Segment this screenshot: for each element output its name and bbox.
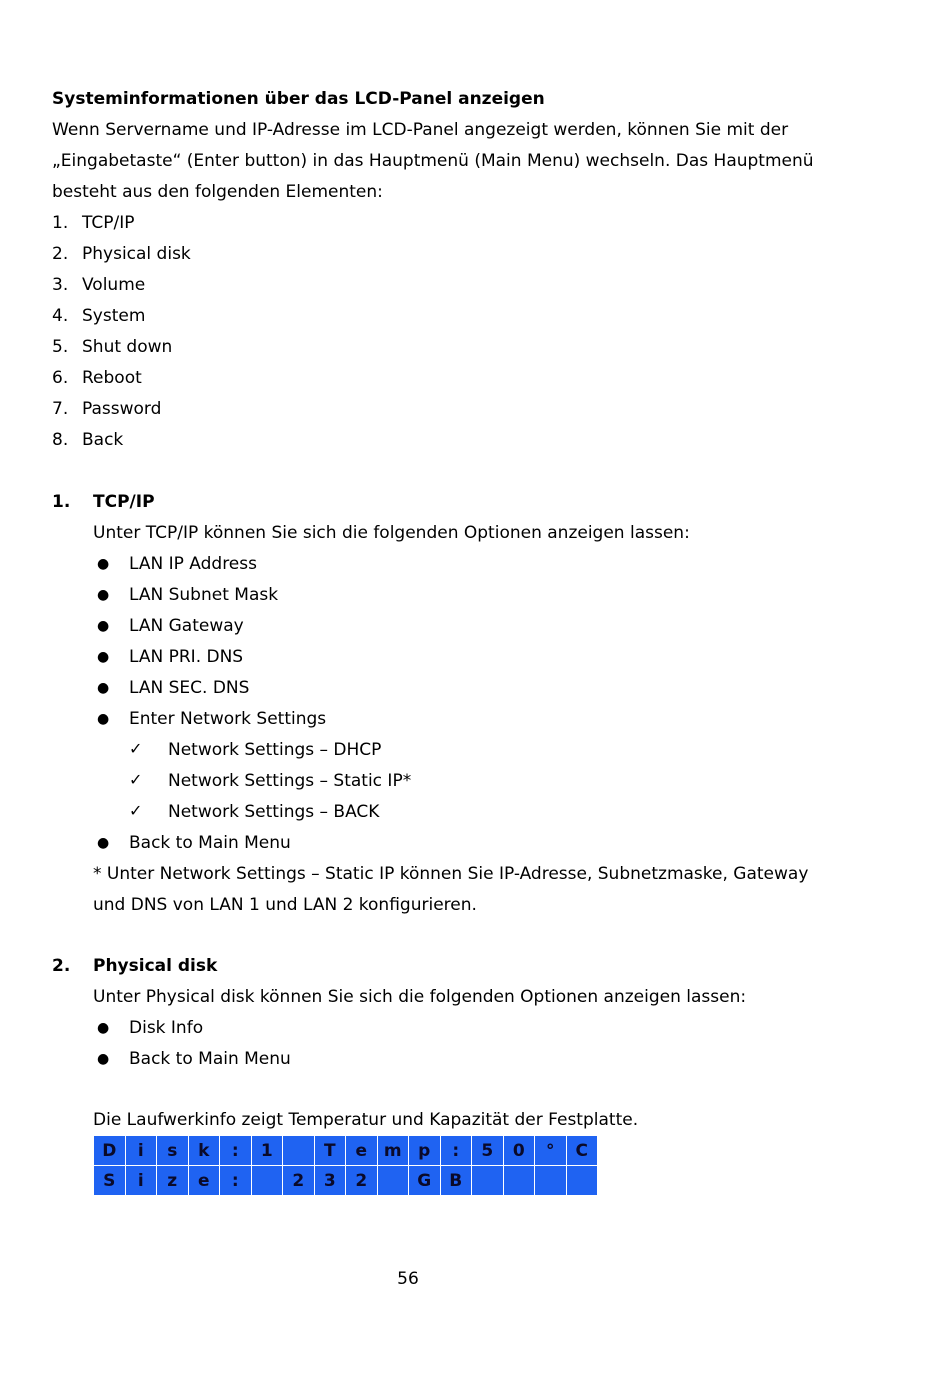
- list-item: Network Settings – BACK: [168, 802, 380, 822]
- lcd-cell: p: [409, 1136, 441, 1166]
- lcd-cell: [503, 1166, 535, 1196]
- section-title: Physical disk: [93, 956, 218, 976]
- list-item-number: 2.: [52, 244, 69, 264]
- page-number: 56: [397, 1269, 419, 1289]
- section-number: 2.: [52, 956, 71, 976]
- lcd-cell: e: [346, 1136, 378, 1166]
- list-item: TCP/IP: [82, 213, 135, 233]
- list-item: LAN Subnet Mask: [129, 585, 279, 605]
- lcd-cell: :: [220, 1166, 252, 1196]
- list-item: LAN Gateway: [129, 616, 244, 636]
- list-item: Disk Info: [129, 1018, 204, 1038]
- lcd-cell: T: [314, 1136, 346, 1166]
- lcd-cell: °: [535, 1136, 567, 1166]
- list-item-number: 5.: [52, 337, 69, 357]
- lcd-cell: m: [377, 1136, 409, 1166]
- lcd-row-2: [94, 1166, 598, 1196]
- lcd-cell: S: [94, 1166, 126, 1196]
- lcd-display: [93, 1135, 598, 1196]
- lcd-cell: 5: [472, 1136, 504, 1166]
- lcd-cell: k: [188, 1136, 220, 1166]
- section-number: 1.: [52, 492, 71, 512]
- bullet-icon: ●: [97, 618, 110, 634]
- lcd-cell: s: [157, 1136, 189, 1166]
- bullet-icon: ●: [97, 556, 110, 572]
- bullet-icon: ●: [97, 1051, 110, 1067]
- lcd-cell: 1: [251, 1136, 283, 1166]
- checkmark-icon: ✓: [129, 770, 143, 789]
- lcd-cell: [535, 1166, 567, 1196]
- page-heading: Systeminformationen über das LCD-Panel anzeigen: [52, 89, 545, 109]
- lcd-cell: D: [94, 1136, 126, 1166]
- section-description: Unter TCP/IP können Sie sich die folgenden Optionen anzeigen lassen:: [93, 523, 690, 543]
- list-item: Network Settings – Static IP*: [168, 771, 412, 791]
- list-item: Password: [82, 399, 162, 419]
- intro-line-1: Wenn Servername und IP-Adresse im LCD-Panel angezeigt werden, können Sie mit der: [52, 120, 789, 140]
- lcd-cell: [377, 1166, 409, 1196]
- lcd-cell: 0: [503, 1136, 535, 1166]
- lcd-cell: [566, 1166, 598, 1196]
- list-item: Shut down: [82, 337, 173, 357]
- lcd-cell: 2: [346, 1166, 378, 1196]
- lcd-cell: z: [157, 1166, 189, 1196]
- list-item: LAN IP Address: [129, 554, 257, 574]
- list-item: Back to Main Menu: [129, 1049, 291, 1069]
- section-description: Unter Physical disk können Sie sich die folgenden Optionen anzeigen lassen:: [93, 987, 747, 1007]
- checkmark-icon: ✓: [129, 739, 143, 758]
- lcd-cell: :: [220, 1136, 252, 1166]
- bullet-icon: ●: [97, 587, 110, 603]
- list-item: Network Settings – DHCP: [168, 740, 382, 760]
- footnote-line-2: und DNS von LAN 1 und LAN 2 konfigurieren.: [93, 895, 477, 915]
- lcd-cell: i: [125, 1136, 157, 1166]
- list-item: Reboot: [82, 368, 142, 388]
- list-item: LAN PRI. DNS: [129, 647, 244, 667]
- lcd-cell: 3: [314, 1166, 346, 1196]
- lcd-cell: [251, 1166, 283, 1196]
- lcd-cell: B: [440, 1166, 472, 1196]
- list-item: Back to Main Menu: [129, 833, 291, 853]
- list-item-number: 1.: [52, 213, 69, 233]
- intro-line-3: besteht aus den folgenden Elementen:: [52, 182, 383, 202]
- bullet-icon: ●: [97, 680, 110, 696]
- lcd-caption: Die Laufwerkinfo zeigt Temperatur und Kapazität der Festplatte.: [93, 1110, 639, 1130]
- bullet-icon: ●: [97, 649, 110, 665]
- list-item: Back: [82, 430, 124, 450]
- lcd-cell: G: [409, 1166, 441, 1196]
- list-item-number: 3.: [52, 275, 69, 295]
- list-item: Enter Network Settings: [129, 709, 327, 729]
- lcd-cell: 2: [283, 1166, 315, 1196]
- list-item: LAN SEC. DNS: [129, 678, 250, 698]
- section-title: TCP/IP: [93, 492, 155, 512]
- bullet-icon: ●: [97, 835, 110, 851]
- list-item: Volume: [82, 275, 146, 295]
- lcd-cell: [472, 1166, 504, 1196]
- list-item-number: 8.: [52, 430, 69, 450]
- list-item: Physical disk: [82, 244, 191, 264]
- lcd-cell: :: [440, 1136, 472, 1166]
- checkmark-icon: ✓: [129, 801, 143, 820]
- intro-line-2: „Eingabetaste“ (Enter button) in das Hauptmenü (Main Menu) wechseln. Das Hauptmenü: [52, 151, 814, 171]
- list-item-number: 7.: [52, 399, 69, 419]
- list-item-number: 4.: [52, 306, 69, 326]
- bullet-icon: ●: [97, 1020, 110, 1036]
- bullet-icon: ●: [97, 711, 110, 727]
- lcd-cell: [283, 1136, 315, 1166]
- footnote-line-1: * Unter Network Settings – Static IP können Sie IP-Adresse, Subnetzmaske, Gateway: [93, 864, 809, 884]
- lcd-cell: i: [125, 1166, 157, 1196]
- list-item-number: 6.: [52, 368, 69, 388]
- lcd-row-1: [94, 1136, 598, 1166]
- lcd-cell: C: [566, 1136, 598, 1166]
- lcd-cell: e: [188, 1166, 220, 1196]
- list-item: System: [82, 306, 146, 326]
